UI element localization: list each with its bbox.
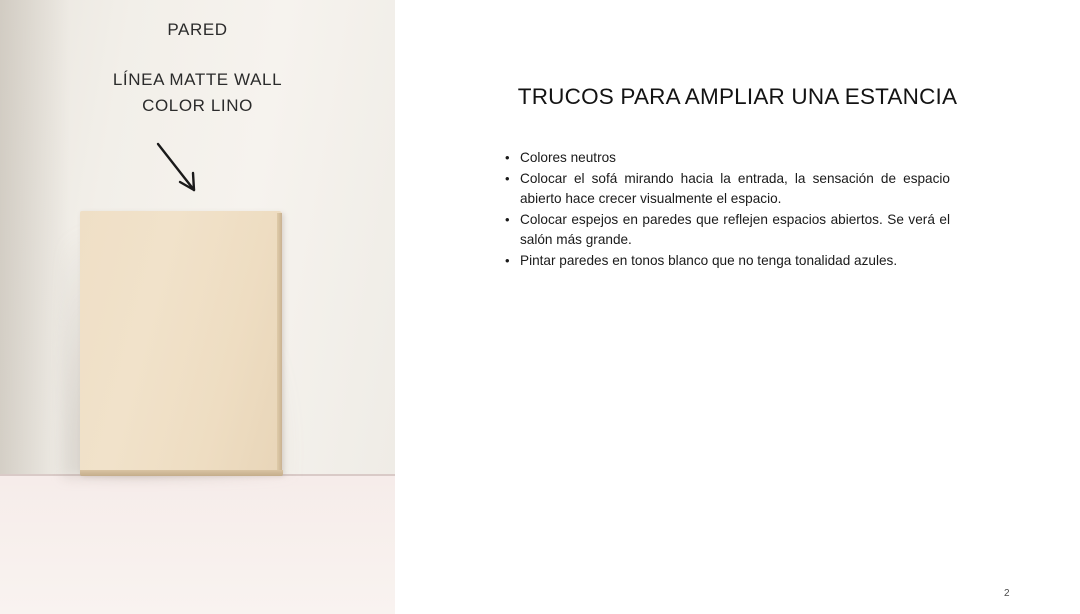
- list-item: [505, 210, 950, 250]
- bullet-marker: •: [505, 253, 510, 268]
- photo-caption-color-lino: COLOR LINO: [142, 96, 253, 115]
- content-panel: [395, 0, 1080, 614]
- list-item: [505, 148, 950, 168]
- bullet-marker: •: [505, 171, 510, 186]
- bullet-text: Colores neutros: [520, 150, 616, 165]
- photo-caption-line-color: [0, 67, 395, 119]
- bullet-text: Colocar el sofá mirando hacia la entrada, la sensación de espacio abierto hace crecer visualmente el espacio.: [520, 171, 950, 206]
- paint-sample-board: [80, 211, 282, 474]
- diagonal-arrow-icon: [150, 138, 220, 208]
- list-item: [505, 169, 950, 209]
- photo-caption-pared: PARED: [167, 20, 228, 39]
- bullet-text: Pintar paredes en tonos blanco que no tenga tonalidad azules.: [520, 253, 898, 268]
- tips-bullet-list: [505, 148, 950, 272]
- photo-floor: [0, 474, 395, 614]
- bullet-marker: •: [505, 212, 510, 227]
- photo-caption-linea-matte-wall: LÍNEA MATTE WALL: [112, 70, 283, 89]
- bullet-text: Colocar espejos en paredes que reflejen espacios abiertos. Se verá el salón más grande.: [520, 212, 950, 247]
- sample-board-bottom-edge: [80, 470, 283, 476]
- product-photo-panel: [0, 0, 395, 614]
- sample-board-right-edge: [277, 213, 282, 474]
- slide-title: TRUCOS PARA AMPLIAR UNA ESTANCIA: [517, 84, 958, 109]
- page-number: 2: [1004, 588, 1010, 599]
- list-item: [505, 251, 950, 271]
- bullet-marker: •: [505, 150, 510, 165]
